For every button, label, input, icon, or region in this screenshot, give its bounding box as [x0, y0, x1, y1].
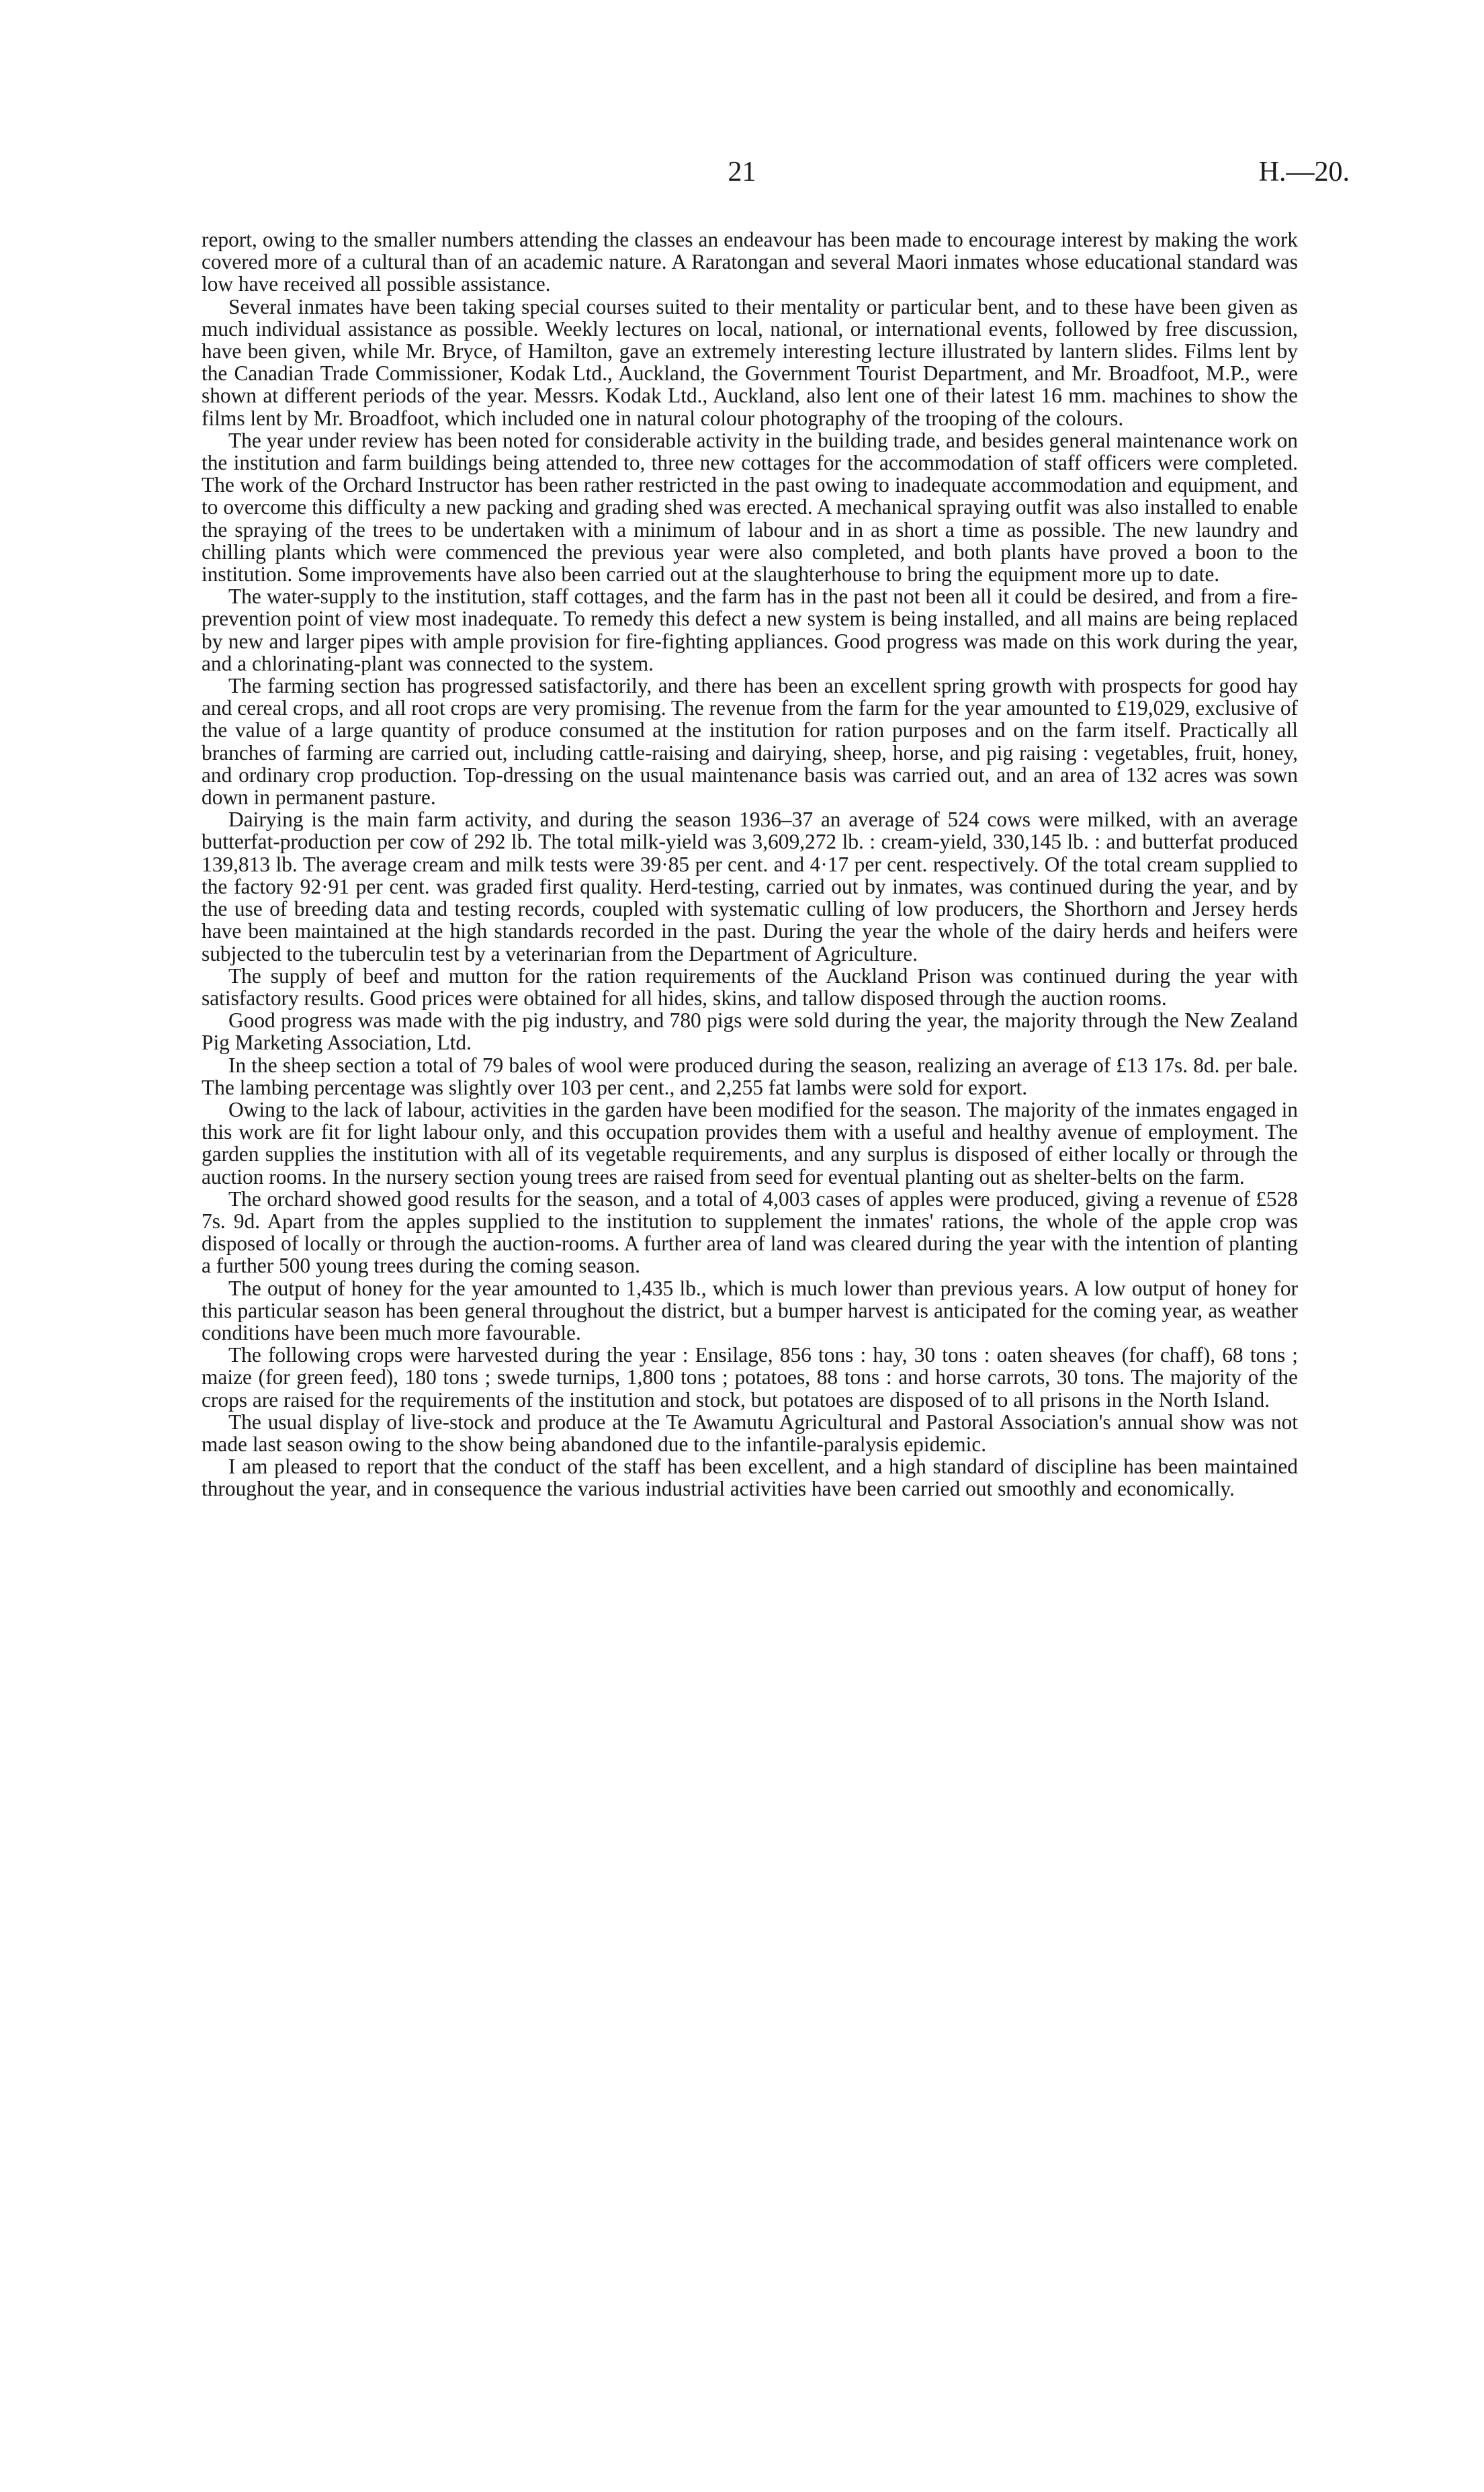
paragraph: In the sheep section a total of 79 bales of wool were produced during the season, realizing an average of £13 17s. 8d. per bale. The lambing percentage was slightly over 103 per cent., and 2,255 fat lambs were sold for export. — [202, 1053, 1298, 1099]
page-number: 21 — [728, 157, 756, 187]
paragraph: Several inmates have been taking special courses suited to their mentality or particular bent, and to these have been given as much individual assistance as possible. Weekly lectures on local, national, or international events, followed by free discussion, have been given, while Mr. Bryce, of Hamilton, gave an extremely interesting lecture illustrated by lantern slides. Films lent by the Canadian Trade Commissioner, Kodak Ltd., Auckland, the Government Tourist Department, and Mr. Broadfoot, M.P., were shown at different periods of the year. Messrs. Kodak Ltd., Auckland, also lent one of their latest 16 mm. machines to show the films lent by Mr. Broadfoot, which included one in natural colour photography of the trooping of the colours. — [202, 294, 1298, 430]
paragraph: Good progress was made with the pig industry, and 780 pigs were sold during the year, the majority through the New Zealand Pig Marketing Association, Ltd. — [202, 1008, 1298, 1055]
page-header — [0, 156, 1484, 196]
paragraph: The usual display of live-stock and produce at the Te Awamutu Agricultural and Pastoral Association's annual show was not made last season owing to the show being abandoned due to the infantile-paralysis epidemic. — [202, 1410, 1298, 1456]
paragraph: The farming section has progressed satisfactorily, and there has been an excellent spring growth with prospects for good hay and cereal crops, and all root crops are very promising. The revenue from the farm for the year amounted to £19,029, exclusive of the value of a large quantity of produce consumed at the institution for ration purposes and on the farm itself. Practically all branches of farming are carried out, including cattle-raising and dairying, sheep, horse, and pig raising : vegetables, fruit, honey, and ordinary crop production. Top-dressing on the usual maintenance basis was carried out, and an area of 132 acres was sown down in permanent pasture. — [202, 674, 1298, 810]
document-reference: H.—20. — [1258, 157, 1350, 187]
paragraph: Owing to the lack of labour, activities in the garden have been modified for the season. The majority of the inmates engaged in this work are fit for light labour only, and this occupation provides them with a useful and healthy avenue of employment. The garden supplies the institution with all of its vegetable requirements, and any surplus is disposed of either locally or through the auction rooms. In the nursery section young trees are raised from seed for eventual planting out as shelter-belts on the farm. — [202, 1097, 1298, 1189]
body-text — [202, 228, 1298, 1500]
paragraph: The following crops were harvested during the year : Ensilage, 856 tons : hay, 30 tons : oaten sheaves (for chaff), 68 tons ; maize (for green feed), 180 tons ; swede turnips, 1,800 tons ; potatoes, 88 tons : and horse carrots, 30 tons. The majority of the crops are raised for the requirements of the institution and stock, but potatoes are disposed of to all prisons in the North Island. — [202, 1343, 1298, 1412]
paragraph: The supply of beef and mutton for the ration requirements of the Auckland Prison was continued during the year with satisfactory results. Good prices were obtained for all hides, skins, and tallow disposed through the auction rooms. — [202, 963, 1298, 1010]
paragraph: The water-supply to the institution, staff cottages, and the farm has in the past not been all it could be desired, and from a fire-prevention point of view most inadequate. To remedy this defect a new system is being installed, and all mains are being replaced by new and larger pipes with ample provision for fire-fighting appliances. Good progress was made on this work during the year, and a chlorinating-plant was connected to the system. — [202, 585, 1298, 675]
paragraph: Dairying is the main farm activity, and during the season 1936–37 an average of 524 cows were milked, with an average butterfat-production per cow of 292 lb. The total milk-yield was 3,609,272 lb. : cream-yield, 330,145 lb. : and butterfat produced 139,813 lb. The average cream and milk tests were 39·85 per cent. and 4·17 per cent. respectively. Of the total cream supplied to the factory 92·91 per cent. was graded first quality. Herd-testing, carried out by inmates, was continued during the year, and by the use of breeding data and testing records, coupled with systematic culling of low producers, the Shorthorn and Jersey herds have been maintained at the high standards recorded in the past. During the year the whole of the dairy herds and heifers were subjected to the tuberculin test by a veterinarian from the Department of Agriculture. — [202, 808, 1298, 965]
paragraph: The orchard showed good results for the season, and a total of 4,003 cases of apples were produced, giving a revenue of £528 7s. 9d. Apart from the apples supplied to the institution to supplement the inmates' rations, the whole of the apple crop was disposed of locally or through the auction-rooms. A further area of land was cleared during the year with the intention of planting a further 500 young trees during the coming season. — [202, 1187, 1298, 1278]
paragraph: I am pleased to report that the conduct of the staff has been excellent, and a high standard of discipline has been maintained throughout the year, and in consequence the various industrial activities have been carried out smoothly and economically. — [202, 1455, 1298, 1501]
paragraph: report, owing to the smaller numbers attending the classes an endeavour has been made to encourage interest by making the work covered more of a cultural than of an academic nature. A Raratongan and several Maori inmates whose educational standard was low have received all possible assistance. — [202, 228, 1298, 296]
paragraph: The output of honey for the year amounted to 1,435 lb., which is much lower than previous years. A low output of honey for this particular season has been general throughout the district, but a bumper harvest is anticipated for the coming year, as weather conditions have been much more favourable. — [202, 1276, 1298, 1344]
paragraph: The year under review has been noted for considerable activity in the building trade, and besides general maintenance work on the institution and farm buildings being attended to, three new cottages for the accommodation of staff officers were completed. The work of the Orchard Instructor has been rather restricted in the past owing to inadequate accommodation and equipment, and to overcome this difficulty a new packing and grading shed was erected. A mechanical spraying outfit was also installed to enable the spraying of the trees to be undertaken with a minimum of labour and in as short a time as possible. The new laundry and chilling plants which were commenced the previous year were also completed, and both plants have proved a boon to the institution. Some improvements have also been carried out at the slaughterhouse to bring the equipment more up to date. — [202, 428, 1298, 587]
